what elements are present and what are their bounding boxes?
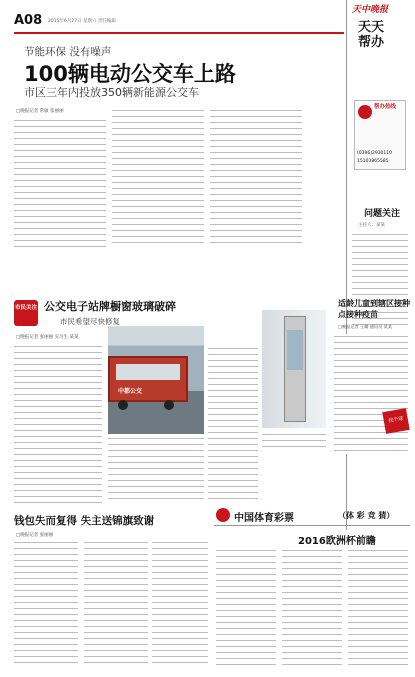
hotline-phone-1: (0396)2930110 <box>357 151 393 156</box>
kiosk-photo <box>262 310 326 428</box>
lottery-logo-icon <box>216 508 230 522</box>
voice-subhead: 市民希望尽快修复 <box>60 317 120 326</box>
bus-body: 中都公交 <box>108 356 188 402</box>
voice-tag: 市民关注 <box>14 300 38 326</box>
page-number: A08 <box>14 13 43 28</box>
qa-title: 问题关注 <box>364 209 401 219</box>
lead-byline: □晚报记者 常敏 张丽丽 <box>16 109 64 114</box>
vaccine-headline: 适龄儿童到辖区接种点接种疫苗 <box>338 299 410 319</box>
voice-body-col3 <box>208 346 258 504</box>
qa-host: 主持人：某某 <box>358 223 385 228</box>
wheel <box>118 400 128 410</box>
lost-headline: 钱包失而复得 失主送锦旗致谢 <box>14 515 155 527</box>
subhead: 市区三年内投放350辆新能源公交车 <box>24 86 199 99</box>
voice-body-col2 <box>108 436 204 504</box>
voice-headline: 公交电子站牌橱窗玻璃破碎 <box>44 300 176 313</box>
wheel <box>164 400 174 410</box>
lead-body-col2 <box>112 108 204 248</box>
page-meta: 2015年6月27日 星期六 责任编辑 <box>48 19 116 24</box>
lost-byline: □晚报记者 张丽丽 <box>16 533 54 538</box>
voice-byline: □晚报记者 张丽丽 实习生 某某 <box>16 335 79 340</box>
lost-body-col1 <box>14 540 78 668</box>
lottery-body-col1 <box>216 548 276 668</box>
hotline-phone-2: 15103865585 <box>357 159 389 164</box>
phone-icon <box>358 105 372 119</box>
vaccine-tag: 找个球 <box>382 408 409 434</box>
lead-body-col3 <box>210 108 302 248</box>
header-rule <box>14 32 344 34</box>
vaccine-body <box>334 334 408 454</box>
kicker: 节能环保 没有噪声 <box>24 46 112 58</box>
vaccine-byline: □晚报记者 王璐 通讯员 某某 <box>338 324 393 329</box>
hotline-box <box>354 100 406 170</box>
brand-logo: 天中晚报 <box>352 5 389 15</box>
kiosk-caption <box>262 432 326 452</box>
section-title: 天天 <box>358 20 385 35</box>
hotline-title: 帮办热线 <box>374 104 397 110</box>
lead-body-col1 <box>14 118 106 248</box>
lost-body-col3 <box>152 540 208 668</box>
voice-body-col1 <box>14 344 102 504</box>
lottery-body-col3 <box>348 548 408 668</box>
section-title-2: 帮办 <box>358 35 385 50</box>
lottery-headline: 2016欧洲杯前瞻 <box>298 536 376 547</box>
lost-body-col2 <box>84 540 148 668</box>
lottery-banner: 中国体育彩票 （体 彩 竞 猜） <box>214 506 410 526</box>
lottery-body-col2 <box>282 548 342 668</box>
headline: 100辆电动公交车上路 <box>24 62 236 86</box>
bus-stop-photo <box>108 326 204 434</box>
